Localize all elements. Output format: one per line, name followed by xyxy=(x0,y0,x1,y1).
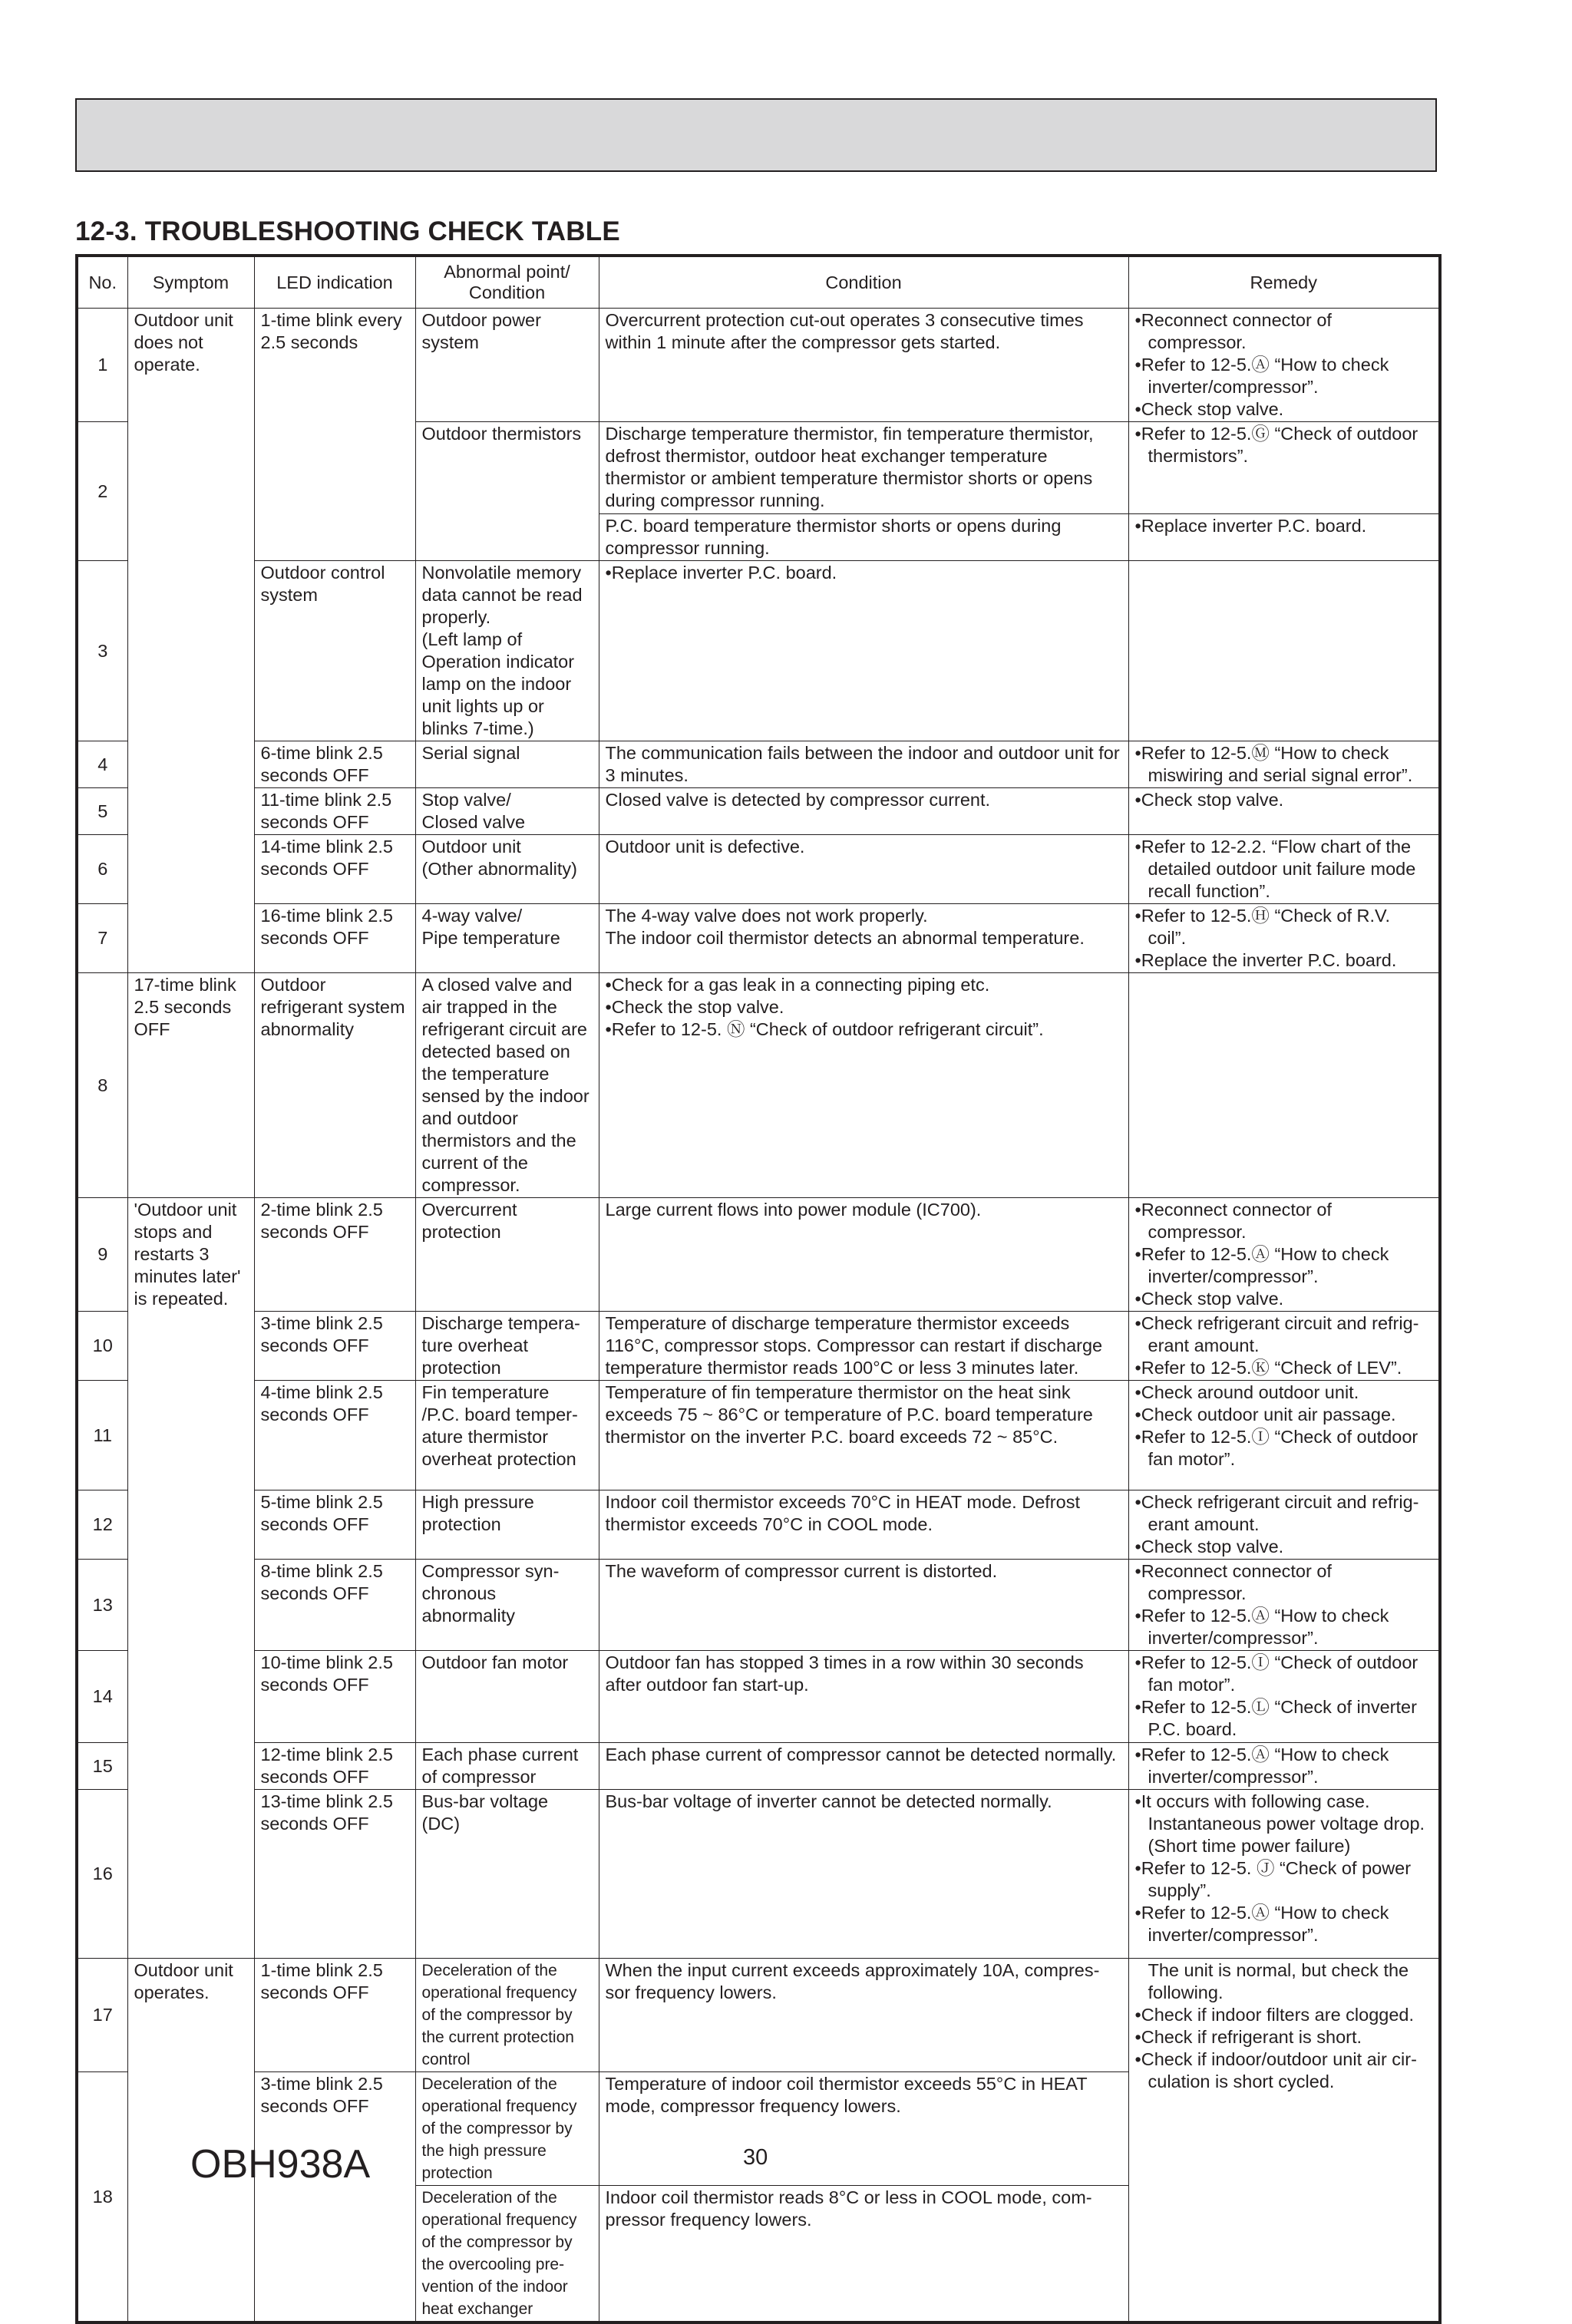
table-row xyxy=(77,1198,1440,1312)
condition-cell: Temperature of discharge temperature thermistor exceeds 116°C, compressor stops. Compressor can restart if discharge temperature thermistor reads 100°C or less 3 minutes later. xyxy=(599,1312,1128,1381)
remedy-item: •Refer to 12-2.2. “Flow chart of the detailed outdoor unit failure mode recall function”. xyxy=(1134,837,1416,901)
remedy-item: •Refer to 12-5.Ⓐ “How to check inverter/compressor”. xyxy=(1134,355,1389,397)
abnormal-cell: Outdoor refrigerant system abnormality xyxy=(254,973,415,1198)
led-cell: 4-time blink 2.5 seconds OFF xyxy=(254,1381,415,1490)
remedy-item: •Check around outdoor unit. xyxy=(1134,1382,1359,1402)
remedy-cell xyxy=(1128,741,1440,788)
abnormal-cell: Overcurrent protection xyxy=(415,1198,599,1312)
row-number: 3 xyxy=(77,561,127,741)
condition-cell: When the input current exceeds approximately 10A, compres-sor frequency lowers. xyxy=(599,1959,1128,2072)
led-cell: 6-time blink 2.5 seconds OFF xyxy=(254,741,415,788)
remedy-cell xyxy=(1128,422,1440,514)
table-row xyxy=(77,835,1440,904)
table-row xyxy=(77,1381,1440,1490)
header-abnormal-point: Abnormal point/ Condition xyxy=(415,256,599,309)
led-cell: 1-time blink 2.5 seconds OFF xyxy=(254,1959,415,2072)
remedy-item: •Check stop valve. xyxy=(1134,399,1284,419)
remedy-item: •Refer to 12-5.Ⓐ “How to check inverter/compressor”. xyxy=(1134,1745,1389,1787)
remedy-item: •Check the stop valve. xyxy=(605,997,784,1017)
remedy-item: •Refer to 12-5.Ⓐ “How to check inverter/compressor”. xyxy=(1134,1903,1389,1945)
abnormal-cell: High pressure protection xyxy=(415,1490,599,1560)
row-number: 14 xyxy=(77,1651,127,1743)
remedy-item: •Refer to 12-5.Ⓐ “How to check inverter/compressor”. xyxy=(1134,1606,1389,1648)
condition-cell: Temperature of fin temperature thermistor on the heat sink exceeds 75 ~ 86°C or temperature of P.C. board temperature thermistor on the inverter P.C. board exceeds 72 ~ 85°C. xyxy=(599,1381,1128,1490)
abnormal-cell: Deceleration of the operational frequency of the compressor by the high pressure protection xyxy=(415,2072,599,2186)
remedy-cell xyxy=(1128,1312,1440,1381)
remedy-cell xyxy=(599,561,1128,741)
condition-cell: Nonvolatile memory data cannot be read properly. (Left lamp of Operation indicator lamp on the indoor unit lights up or blinks 7-time.) xyxy=(415,561,599,741)
remedy-cell xyxy=(1128,788,1440,835)
remedy-cell xyxy=(1128,1198,1440,1312)
remedy-cell xyxy=(599,973,1128,1198)
abnormal-cell: Discharge tempera- ture overheat protection xyxy=(415,1312,599,1381)
row-number: 4 xyxy=(77,741,127,788)
table-row xyxy=(77,741,1440,788)
symptom-cell: Outdoor unit does not operate. xyxy=(127,309,254,973)
remedy-cell xyxy=(1128,514,1440,561)
table-row xyxy=(77,309,1440,422)
abnormal-cell: Outdoor power system xyxy=(415,309,599,422)
row-number: 9 xyxy=(77,1198,127,1312)
remedy-cell xyxy=(1128,835,1440,904)
condition-cell: Closed valve is detected by compressor current. xyxy=(599,788,1128,835)
remedy-item: The unit is normal, but check the following. xyxy=(1148,1960,1409,2002)
led-cell: 3-time blink 2.5 seconds OFF xyxy=(254,1312,415,1381)
remedy-item: •Refer to 12-5.Ⓚ “Check of LEV”. xyxy=(1134,1358,1402,1378)
remedy-cell xyxy=(1128,1560,1440,1651)
abnormal-cell: Stop valve/ Closed valve xyxy=(415,788,599,835)
condition-cell: The 4-way valve does not work properly. The indoor coil thermistor detects an abnormal temperature. xyxy=(599,904,1128,973)
table-row xyxy=(77,1490,1440,1560)
remedy-cell xyxy=(1128,904,1440,973)
row-number: 16 xyxy=(77,1790,127,1959)
remedy-item: •Check if indoor/outdoor unit air cir-culation is short cycled. xyxy=(1134,2049,1417,2091)
led-cell: 1-time blink every 2.5 seconds xyxy=(254,309,415,561)
remedy-item: •Refer to 12-5.Ⓛ “Check of inverter P.C. board. xyxy=(1134,1697,1417,1739)
row-number: 7 xyxy=(77,904,127,973)
led-cell: 11-time blink 2.5 seconds OFF xyxy=(254,788,415,835)
led-cell: 14-time blink 2.5 seconds OFF xyxy=(254,835,415,904)
row-number: 12 xyxy=(77,1490,127,1560)
abnormal-cell: Bus-bar voltage (DC) xyxy=(415,1790,599,1959)
header-led-indication: LED indication xyxy=(254,256,415,309)
led-cell: 3-time blink 2.5 seconds OFF xyxy=(254,2072,415,2323)
header-remedy: Remedy xyxy=(1128,256,1440,309)
table-row xyxy=(77,1743,1440,1790)
abnormal-cell: Outdoor thermistors xyxy=(415,422,599,561)
remedy-cell xyxy=(1128,1651,1440,1743)
table-row xyxy=(77,973,1440,1198)
abnormal-cell: Deceleration of the operational frequency of the compressor by the overcooling pre-vention of the indoor heat exchanger xyxy=(415,2186,599,2323)
abnormal-cell: Fin temperature /P.C. board temper-ature thermistor overheat protection xyxy=(415,1381,599,1490)
table-row xyxy=(77,1651,1440,1743)
row-number: 11 xyxy=(77,1381,127,1490)
remedy-item: •Check if indoor filters are clogged. xyxy=(1134,2005,1415,2025)
remedy-item: •Refer to 12-5.Ⓘ “Check of outdoor fan motor”. xyxy=(1134,1427,1418,1469)
table-row xyxy=(77,1560,1440,1651)
remedy-item: •Refer to 12-5.Ⓜ “How to check miswiring and serial signal error”. xyxy=(1134,743,1413,785)
header-symptom: Symptom xyxy=(127,256,254,309)
remedy-item: •Refer to 12-5.Ⓖ “Check of outdoor thermistors”. xyxy=(1134,424,1418,466)
condition-cell: The communication fails between the indoor and outdoor unit for 3 minutes. xyxy=(599,741,1128,788)
condition-cell: P.C. board temperature thermistor shorts or opens during compressor running. xyxy=(599,514,1128,561)
row-number: 5 xyxy=(77,788,127,835)
led-cell: 13-time blink 2.5 seconds OFF xyxy=(254,1790,415,1959)
header-no: No. xyxy=(77,256,127,309)
abnormal-cell: Each phase current of compressor xyxy=(415,1743,599,1790)
condition-cell: Discharge temperature thermistor, fin temperature thermistor, defrost thermistor, outdoor heat exchanger temperature thermistor or ambient temperature thermistor shorts or opens during compressor running. xyxy=(599,422,1128,514)
remedy-item: •Refer to 12-5.Ⓘ “Check of outdoor fan motor”. xyxy=(1134,1652,1418,1695)
row-number: 6 xyxy=(77,835,127,904)
led-cell: 5-time blink 2.5 seconds OFF xyxy=(254,1490,415,1560)
condition-cell: Large current flows into power module (IC700). xyxy=(599,1198,1128,1312)
row-number: 1 xyxy=(77,309,127,422)
remedy-item: •Refer to 12-5.Ⓗ “Check of R.V. coil”. xyxy=(1134,906,1391,948)
table-row xyxy=(77,561,1440,741)
remedy-item: •Refer to 12-5.Ⓐ “How to check inverter/compressor”. xyxy=(1134,1244,1389,1286)
symptom-cell: Outdoor unit operates. xyxy=(127,1959,254,2323)
condition-cell: Indoor coil thermistor reads 8°C or less in COOL mode, com-pressor frequency lowers. xyxy=(599,2186,1128,2323)
remedy-cell xyxy=(1128,1743,1440,1790)
remedy-item: •Check outdoor unit air passage. xyxy=(1134,1405,1396,1424)
remedy-item: •Check for a gas leak in a connecting piping etc. xyxy=(605,975,990,995)
remedy-item: •Refer to 12-5. Ⓝ “Check of outdoor refrigerant circuit”. xyxy=(605,1019,1044,1039)
remedy-item: •Reconnect connector of compressor. xyxy=(1134,1200,1332,1242)
remedy-item: •Refer to 12-5. Ⓙ “Check of power supply”. xyxy=(1134,1858,1412,1900)
row-number: 8 xyxy=(77,973,127,1198)
remedy-cell xyxy=(1128,1381,1440,1490)
condition-cell: Indoor coil thermistor exceeds 70°C in HEAT mode. Defrost thermistor exceeds 70°C in COOL mode. xyxy=(599,1490,1128,1560)
remedy-item: •Check if refrigerant is short. xyxy=(1134,2027,1362,2047)
row-number: 17 xyxy=(77,1959,127,2072)
remedy-item: •Reconnect connector of compressor. xyxy=(1134,310,1332,352)
condition-cell: Bus-bar voltage of inverter cannot be detected normally. xyxy=(599,1790,1128,1959)
remedy-cell xyxy=(1128,309,1440,422)
section-title: 12-3. TROUBLESHOOTING CHECK TABLE xyxy=(75,216,620,246)
row-number: 15 xyxy=(77,1743,127,1790)
remedy-cell xyxy=(1128,1790,1440,1959)
condition-cell: Each phase current of compressor cannot be detected normally. xyxy=(599,1743,1128,1790)
table-row xyxy=(77,1790,1440,1959)
led-cell: 2-time blink 2.5 seconds OFF xyxy=(254,1198,415,1312)
remedy-item: •Check refrigerant circuit and refrig-erant amount. xyxy=(1134,1492,1419,1534)
abnormal-cell: 4-way valve/ Pipe temperature xyxy=(415,904,599,973)
table-row xyxy=(77,1959,1440,2072)
remedy-item: •Reconnect connector of compressor. xyxy=(1134,1561,1332,1603)
condition-cell: A closed valve and air trapped in the refrigerant circuit are detected based on the temperature sensed by the indoor and outdoor thermistors and the current of the compressor. xyxy=(415,973,599,1198)
remedy-item: •It occurs with following case. Instantaneous power voltage drop. (Short time power failure) xyxy=(1134,1791,1425,1856)
led-cell: 12-time blink 2.5 seconds OFF xyxy=(254,1743,415,1790)
table-row xyxy=(77,788,1440,835)
troubleshooting-table xyxy=(75,254,1442,2324)
remedy-cell xyxy=(1128,1959,1440,2323)
header-condition: Condition xyxy=(599,256,1128,309)
abnormal-cell: Serial signal xyxy=(415,741,599,788)
page-number: 30 xyxy=(743,2145,768,2170)
remedy-item: •Check stop valve. xyxy=(1134,1289,1284,1309)
table-row xyxy=(77,1312,1440,1381)
header-bar xyxy=(75,98,1437,172)
remedy-item: •Check stop valve. xyxy=(1134,1537,1284,1556)
condition-cell: The waveform of compressor current is distorted. xyxy=(599,1560,1128,1651)
model-code: OBH938A xyxy=(190,2142,371,2187)
remedy-item: •Check stop valve. xyxy=(1134,790,1284,810)
led-cell: 17-time blink 2.5 seconds OFF xyxy=(127,973,254,1198)
abnormal-cell: Outdoor fan motor xyxy=(415,1651,599,1743)
row-number: 10 xyxy=(77,1312,127,1381)
condition-cell: Outdoor unit is defective. xyxy=(599,835,1128,904)
remedy-item: •Replace inverter P.C. board. xyxy=(1134,516,1367,536)
condition-cell: Overcurrent protection cut-out operates 3 consecutive times within 1 minute after the compressor gets started. xyxy=(599,309,1128,422)
led-cell: 8-time blink 2.5 seconds OFF xyxy=(254,1560,415,1651)
table-row xyxy=(77,904,1440,973)
abnormal-cell: Outdoor unit (Other abnormality) xyxy=(415,835,599,904)
abnormal-cell: Compressor syn-chronous abnormality xyxy=(415,1560,599,1651)
remedy-item: •Replace the inverter P.C. board. xyxy=(1134,950,1397,970)
abnormal-cell: Deceleration of the operational frequency of the compressor by the current protection control xyxy=(415,1959,599,2072)
remedy-item: •Replace inverter P.C. board. xyxy=(605,563,837,583)
row-number: 18 xyxy=(77,2072,127,2323)
condition-cell: Temperature of indoor coil thermistor exceeds 55°C in HEAT mode, compressor frequency lowers. xyxy=(599,2072,1128,2186)
symptom-cell: 'Outdoor unit stops and restarts 3 minutes later' is repeated. xyxy=(127,1198,254,1959)
remedy-cell xyxy=(1128,1490,1440,1560)
row-number: 2 xyxy=(77,422,127,561)
abnormal-cell: Outdoor control system xyxy=(254,561,415,741)
table-header-row xyxy=(77,256,1440,309)
led-cell: 16-time blink 2.5 seconds OFF xyxy=(254,904,415,973)
remedy-item: •Check refrigerant circuit and refrig-erant amount. xyxy=(1134,1313,1419,1355)
condition-cell: Outdoor fan has stopped 3 times in a row within 30 seconds after outdoor fan start-up. xyxy=(599,1651,1128,1743)
row-number: 13 xyxy=(77,1560,127,1651)
led-cell: 10-time blink 2.5 seconds OFF xyxy=(254,1651,415,1743)
